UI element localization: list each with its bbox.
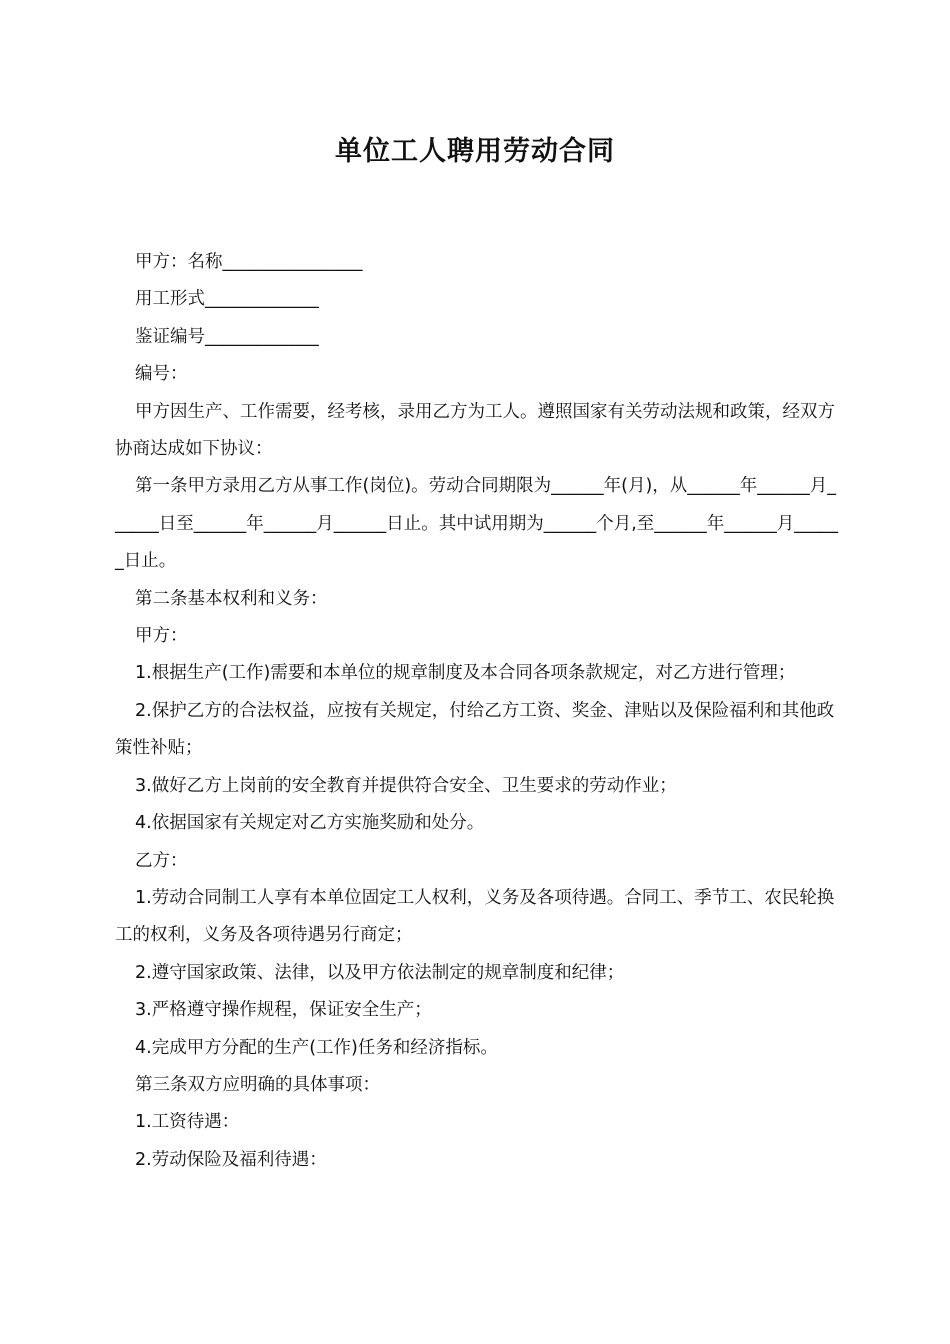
party-b-item: 1.劳动合同制工人享有本单位固定工人权利，义务及各项待遇。合同工、季节工、农民轮换工的权利，义务及各项待遇另行商定；: [115, 887, 835, 946]
party-b-item: 2.遵守国家政策、法律，以及甲方依法制定的规章制度和纪律；: [135, 962, 625, 983]
party-b-heading: 乙方：: [135, 850, 188, 871]
party-b-item: 4.完成甲方分配的生产(工作)任务和经济指标。: [135, 1037, 498, 1058]
employment-form-line: 用工形式_____________: [135, 289, 319, 310]
party-a-item: 3.做好乙方上岗前的安全教育并提供符合安全、卫生要求的劳动作业；: [135, 775, 677, 796]
party-a-name-line: 甲方：名称________________: [135, 252, 363, 272]
article-3-heading: 第三条双方应明确的具体事项：: [135, 1074, 380, 1095]
article-3-item: 1.工资待遇：: [135, 1112, 240, 1133]
party-a-heading: 甲方：: [135, 626, 188, 647]
party-b-item: 3.严格遵守操作规程，保证安全生产；: [135, 1000, 432, 1021]
party-a-item: 4.依据国家有关规定对乙方实施奖励和处分。: [135, 813, 485, 834]
document-body: [115, 244, 843, 1179]
document-title: 单位工人聘用劳动合同: [335, 136, 615, 167]
article-1-paragraph: 第一条甲方录用乙方从事工作(岗位)。劳动合同期限为______年(月)，从______年______月______日至______年______月______日止。其中试用期为______个月,至______年______月______日止。: [115, 476, 839, 572]
contract-number-line: 编号：: [135, 364, 188, 385]
article-2-heading: 第二条基本权利和义务：: [135, 588, 328, 609]
verification-number-line: 鉴证编号_____________: [135, 326, 319, 347]
article-3-item: 2.劳动保险及福利待遇：: [135, 1149, 327, 1170]
party-a-item: 2.保护乙方的合法权益，应按有关规定，付给乙方工资、奖金、津贴以及保险福利和其他政策性补贴；: [115, 700, 835, 759]
preamble-paragraph: 甲方因生产、工作需要，经考核，录用乙方为工人。遵照国家有关劳动法规和政策，经双方协商达成如下协议：: [115, 401, 835, 460]
party-a-item: 1.根据生产(工作)需要和本单位的规章制度及本合同各项条款规定，对乙方进行管理；: [135, 663, 796, 684]
